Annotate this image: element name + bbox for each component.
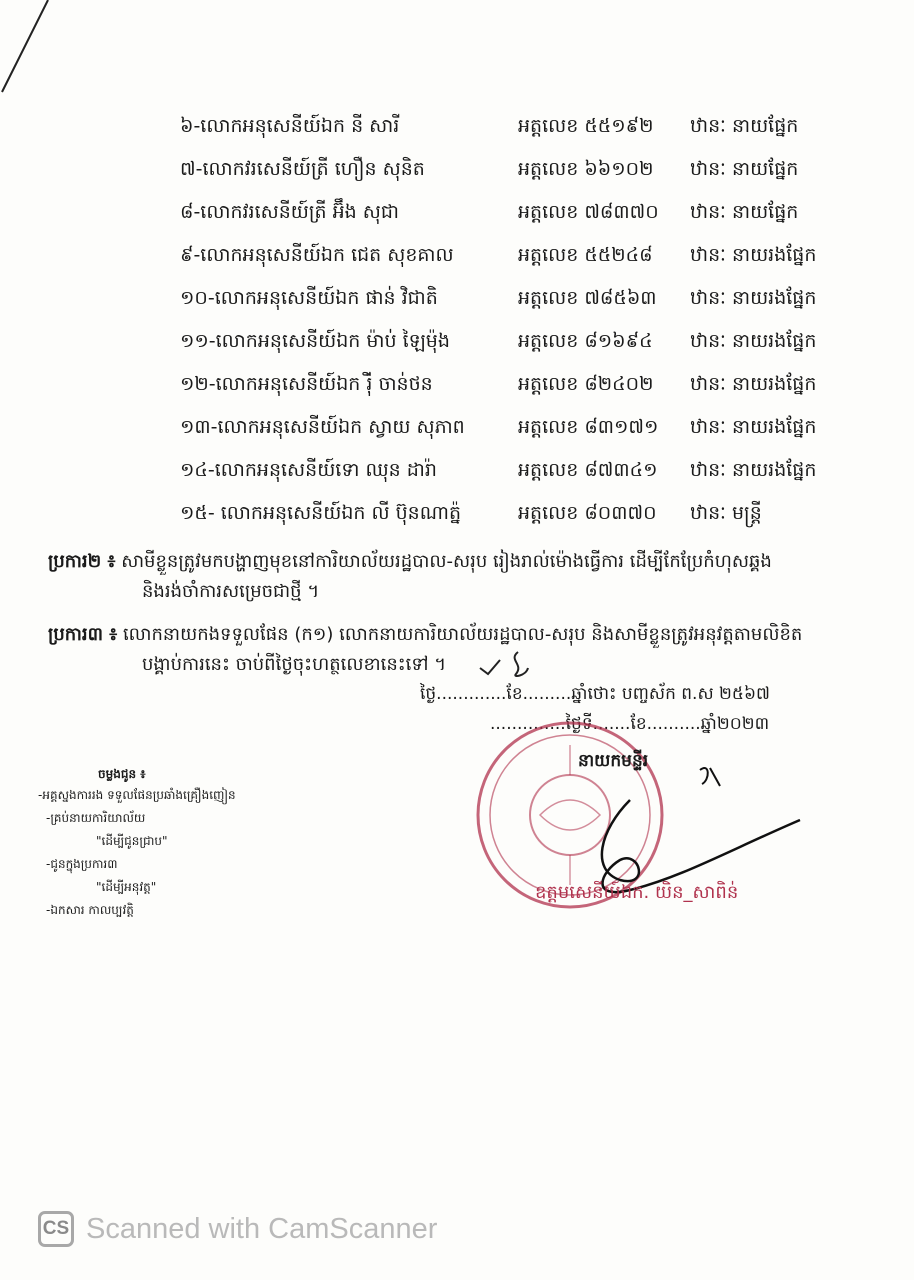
camscanner-logo-icon: CS — [38, 1211, 74, 1247]
list-item — [0, 243, 914, 273]
article-3-heading: ប្រការ៣ ៖ — [48, 624, 118, 645]
camscanner-watermark — [38, 1207, 437, 1251]
person-rank: ឋានៈ នាយផ្នែក — [690, 201, 799, 223]
person-name: ១៤-លោកអនុសេនីយ៍ទោ ឈុន ដារ៉ា — [180, 459, 437, 481]
person-name: ៩-លោកអនុសេនីយ៍ឯក ជេត សុខគាល — [180, 244, 454, 266]
list-item — [0, 458, 914, 488]
person-name: ៨-លោកវរសេនីយ៍ត្រី អ៊ឹង សុជា — [180, 201, 399, 223]
lunar-date-line: ថ្ងៃ.............ខែ.........ឆ្នាំថោះ បញ្ចស័ក ព.ស ២៥៦៧ — [420, 684, 770, 704]
cc-item: "ដើម្បីអនុវត្ត" — [96, 880, 157, 894]
person-rank: ឋានៈ នាយរងផ្នែក — [690, 244, 817, 266]
person-name: ១១-លោកអនុសេនីយ៍ឯក ម៉ាប់ ឡៃម៉ុង — [180, 330, 450, 352]
cc-item: -ជូនក្នុងប្រការ៣ — [46, 857, 118, 871]
person-id: អត្តលេខ ៨៧៣៤១ — [518, 459, 658, 481]
list-item — [0, 114, 914, 144]
cc-item: -ឯកសារ កាលប្បវត្តិ — [46, 903, 134, 917]
person-name: ១០-លោកអនុសេនីយ៍ឯក ផាន់ វិជាតិ — [180, 287, 438, 309]
solar-date-line: ..............ថ្ងៃទី.......ខែ..........ឆ្នាំ២០២៣ — [490, 714, 770, 734]
person-name: ១៣-លោកអនុសេនីយ៍ឯក ស្វាយ សុភាព — [180, 416, 465, 438]
person-id: អត្តលេខ ៥៥២៤៨ — [518, 244, 653, 266]
signer-name: ឧត្តមសេនីយ៍ឯក. យិន_សាពិន់ — [535, 882, 739, 903]
corner-fold-line — [0, 0, 80, 100]
person-id: អត្តលេខ ៨០៣៧០ — [518, 502, 657, 524]
person-name: ៧-លោកវរសេនីយ៍ត្រី ហឿន សុនិត — [180, 158, 425, 180]
article-2-heading: ប្រការ២ ៖ — [48, 551, 116, 572]
list-item — [0, 286, 914, 316]
list-item — [0, 372, 914, 402]
person-rank: ឋានៈ នាយរងផ្នែក — [690, 373, 817, 395]
person-name: ៦-លោកអនុសេនីយ៍ឯក នី សារី — [180, 115, 400, 137]
article-2-continuation — [142, 577, 319, 607]
handwritten-initial-mark — [478, 650, 538, 680]
person-id: អត្តលេខ ៨១៦៩៤ — [518, 330, 653, 352]
person-rank: ឋានៈ នាយផ្នែក — [690, 115, 799, 137]
person-rank: ឋានៈ នាយរងផ្នែក — [690, 330, 817, 352]
person-name: ១២-លោកអនុសេនីយ៍ឯក រ៉ុី ចាន់ថន — [180, 373, 433, 395]
cc-item: -គ្រប់នាយការិយាល័យ — [46, 811, 146, 825]
list-item — [0, 200, 914, 230]
person-rank: ឋានៈ នាយរងផ្នែក — [690, 416, 817, 438]
article-2-line-1: សាមីខ្លួនត្រូវមកបង្ហាញមុខនៅការិយាល័យរដ្ឋបាល-សរុប រៀងរាល់ម៉ោងធ្វើការ ដើម្បីកែប្រែកំហុសឆ្គង — [121, 551, 772, 572]
person-id: អត្តលេខ ៧៨៣៧០ — [518, 201, 659, 223]
signer-title: នាយកមន្ទីរ — [578, 751, 649, 771]
person-id: អត្តលេខ ៧៨៥៦៣ — [518, 287, 657, 309]
list-item — [0, 157, 914, 187]
person-rank: ឋានៈ នាយរងផ្នែក — [690, 459, 817, 481]
person-id: អត្តលេខ ៦៦១០២ — [518, 158, 654, 180]
article-2-line-2: និងរង់ចាំការសម្រេចជាថ្មី ។ — [142, 581, 320, 602]
cc-item: "ដើម្បីជូនជ្រាប" — [96, 834, 168, 848]
cc-item: -អគ្គស្នងការរង ទទួលផែនប្រឆាំងគ្រឿងញៀន — [38, 788, 236, 802]
article-3-line-1: លោកនាយកងទទួលផែន (ក១) លោកនាយការិយាល័យរដ្ឋបាល-សរុប និងសាមីខ្លួនត្រូវអនុវត្តតាមលិខិត — [122, 624, 803, 645]
person-rank: ឋានៈ នាយផ្នែក — [690, 158, 799, 180]
list-item — [0, 329, 914, 359]
person-name: ១៥- លោកអនុសេនីយ៍ឯក លី ប៊ុនណាត្ន៉ — [180, 502, 462, 524]
person-rank: ឋានៈ នាយរងផ្នែក — [690, 287, 817, 309]
article-3-continuation — [142, 650, 446, 680]
article-2 — [48, 547, 772, 577]
list-item — [0, 501, 914, 531]
article-3 — [48, 620, 802, 650]
person-id: អត្តលេខ ៨២៤០២ — [518, 373, 654, 395]
article-3-line-2: បង្គាប់ការនេះ ចាប់ពីថ្ងៃចុះហត្ថលេខានេះទៅ ។ — [142, 654, 447, 675]
cc-heading: ចម្លងជូន ៖ — [98, 767, 146, 781]
person-rank: ឋានៈ មន្ត្រី — [690, 502, 762, 524]
person-id: អត្តលេខ ៨៣១៧១ — [518, 416, 659, 438]
list-item — [0, 415, 914, 445]
camscanner-text: Scanned with CamScanner — [86, 1212, 438, 1245]
person-id: អត្តលេខ ៥៥១៩២ — [518, 115, 654, 137]
